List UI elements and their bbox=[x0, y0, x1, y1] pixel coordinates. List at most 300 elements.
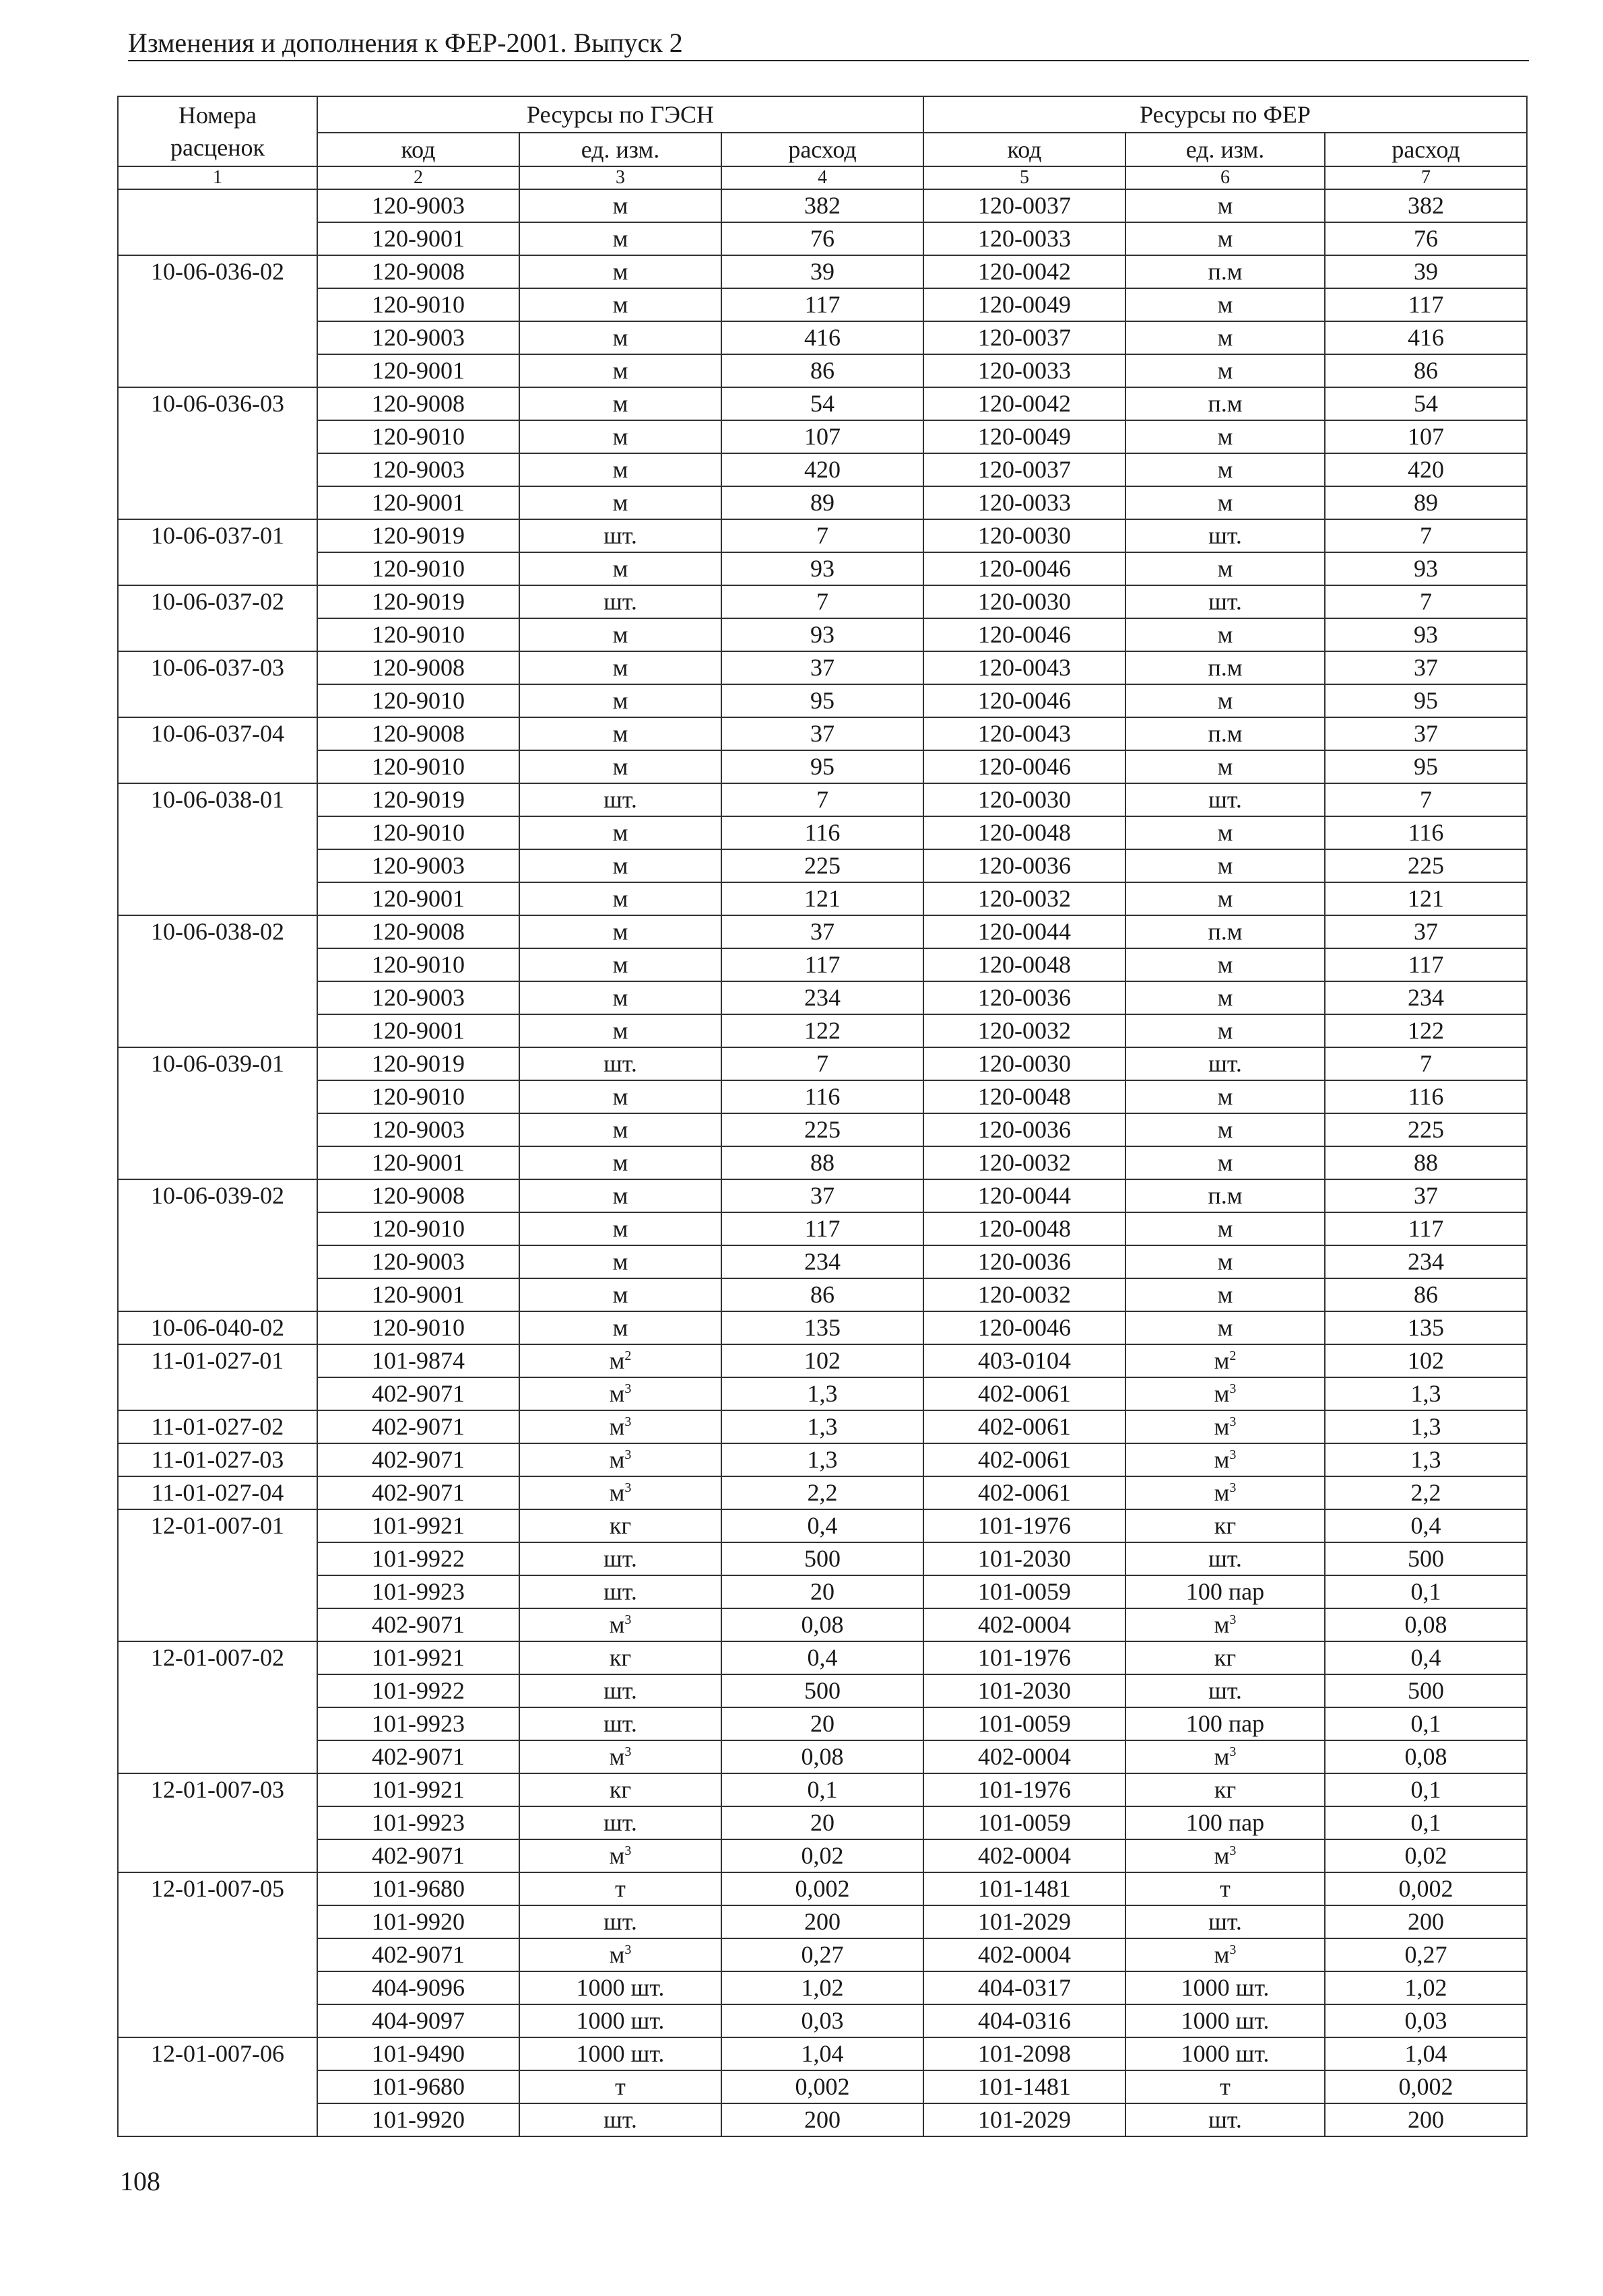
rate-number-cell bbox=[118, 651, 317, 717]
fer-code-cell: 404-0317 bbox=[923, 1971, 1125, 2004]
gesn-unit-cell: м bbox=[519, 453, 721, 486]
column-index-row bbox=[118, 166, 1527, 189]
gesn-code-cell: 101-9921 bbox=[317, 1773, 519, 1806]
table-row bbox=[118, 288, 1527, 321]
gesn-rate-cell: 0,4 bbox=[721, 1509, 923, 1542]
table-row bbox=[118, 2004, 1527, 2037]
fer-code-cell: 101-2098 bbox=[923, 2037, 1125, 2070]
gesn-code-cell: 120-9010 bbox=[317, 684, 519, 717]
fer-unit-cell: м bbox=[1125, 1080, 1325, 1113]
rate-number-cell bbox=[118, 783, 317, 915]
fer-rate-cell: 0,4 bbox=[1325, 1509, 1527, 1542]
unit-exponent: 3 bbox=[1229, 1447, 1237, 1462]
fer-unit-cell: м bbox=[1125, 1146, 1325, 1179]
gesn-unit-cell: м bbox=[519, 1212, 721, 1245]
page-number: 108 bbox=[120, 2166, 160, 2196]
gesn-unit-cell: м bbox=[519, 387, 721, 420]
table-row bbox=[118, 2037, 1527, 2070]
fer-code-cell: 120-0042 bbox=[923, 255, 1125, 288]
gesn-unit-cell: м bbox=[519, 321, 721, 354]
fer-rate-cell: 1,02 bbox=[1325, 1971, 1527, 2004]
gesn-rate-cell: 1,3 bbox=[721, 1443, 923, 1476]
table-row bbox=[118, 1740, 1527, 1773]
fer-unit-cell: 1000 шт. bbox=[1125, 2004, 1325, 2037]
gesn-unit-cell: шт. bbox=[519, 1806, 721, 1839]
rate-number-cell bbox=[118, 1872, 317, 2037]
gesn-code-cell: 101-9490 bbox=[317, 2037, 519, 2070]
gesn-unit-cell: м bbox=[519, 816, 721, 849]
rate-number: 10-06-037-04 bbox=[151, 720, 284, 747]
rate-number: 10-06-036-03 bbox=[151, 390, 284, 417]
gesn-unit-cell: шт. bbox=[519, 519, 721, 552]
gesn-code-cell: 120-9003 bbox=[317, 1113, 519, 1146]
gesn-code-cell: 120-9010 bbox=[317, 750, 519, 783]
fer-rate-cell: 86 bbox=[1325, 354, 1527, 387]
gesn-unit-cell: м bbox=[519, 420, 721, 453]
gesn-rate-cell: 0,27 bbox=[721, 1938, 923, 1971]
gesn-rate-cell: 102 bbox=[721, 1344, 923, 1377]
unit-exponent: 3 bbox=[624, 1414, 632, 1429]
fer-unit-cell: м bbox=[1125, 1278, 1325, 1311]
table-row bbox=[118, 849, 1527, 882]
column-index: 5 bbox=[923, 166, 1125, 189]
table-row bbox=[118, 1311, 1527, 1344]
gesn-unit-cell: $м^3$ bbox=[519, 1476, 721, 1509]
fer-rate-cell: 95 bbox=[1325, 750, 1527, 783]
gesn-code-cell: 120-9008 bbox=[317, 387, 519, 420]
gesn-rate-cell: 1,3 bbox=[721, 1377, 923, 1410]
column-index: 6 bbox=[1125, 166, 1325, 189]
table-row bbox=[118, 1080, 1527, 1113]
table-row bbox=[118, 651, 1527, 684]
table-row bbox=[118, 915, 1527, 948]
fer-unit-cell: кг bbox=[1125, 1773, 1325, 1806]
gesn-code-cell: 120-9010 bbox=[317, 816, 519, 849]
fer-code-cell: 101-1976 bbox=[923, 1641, 1125, 1674]
fer-unit-cell: $м^3$ bbox=[1125, 1443, 1325, 1476]
gesn-rate-cell: 37 bbox=[721, 651, 923, 684]
gesn-unit-cell: $м^2$ bbox=[519, 1344, 721, 1377]
fer-unit-cell: м bbox=[1125, 849, 1325, 882]
gesn-unit-cell: м bbox=[519, 684, 721, 717]
fer-unit-cell: шт. bbox=[1125, 1905, 1325, 1938]
fer-code-cell: 120-0030 bbox=[923, 783, 1125, 816]
gesn-code-cell: 402-9071 bbox=[317, 1443, 519, 1476]
fer-unit-cell: шт. bbox=[1125, 1047, 1325, 1080]
fer-code-cell: 403-0104 bbox=[923, 1344, 1125, 1377]
gesn-unit-cell: т bbox=[519, 2070, 721, 2103]
rate-number-cell bbox=[118, 915, 317, 1047]
gesn-rate-cell: 117 bbox=[721, 948, 923, 981]
fer-unit-cell: м bbox=[1125, 684, 1325, 717]
gesn-rate-cell: 7 bbox=[721, 1047, 923, 1080]
fer-code-cell: 120-0043 bbox=[923, 651, 1125, 684]
rate-number-cell bbox=[118, 1476, 317, 1509]
gesn-code-cell: 101-9920 bbox=[317, 2103, 519, 2136]
resources-table bbox=[117, 96, 1528, 2137]
table-row bbox=[118, 1476, 1527, 1509]
gesn-code-cell: 402-9071 bbox=[317, 1938, 519, 1971]
gesn-unit-cell: м bbox=[519, 981, 721, 1014]
gesn-rate-cell: 116 bbox=[721, 1080, 923, 1113]
gesn-rate-cell: 1,3 bbox=[721, 1410, 923, 1443]
table-row bbox=[118, 2070, 1527, 2103]
gesn-code-cell: 101-9922 bbox=[317, 1542, 519, 1575]
rate-number: 12-01-007-06 bbox=[151, 2040, 284, 2067]
gesn-unit-cell: м bbox=[519, 1014, 721, 1047]
fer-code-cell: 120-0046 bbox=[923, 552, 1125, 585]
gesn-code-cell: 120-9003 bbox=[317, 849, 519, 882]
fer-rate-cell: 1,3 bbox=[1325, 1443, 1527, 1476]
unit-exponent: 3 bbox=[624, 1942, 632, 1957]
fer-unit-cell: $м^3$ bbox=[1125, 1476, 1325, 1509]
fer-code-cell: 120-0036 bbox=[923, 849, 1125, 882]
gesn-rate-cell: 88 bbox=[721, 1146, 923, 1179]
table-row bbox=[118, 1245, 1527, 1278]
gesn-unit-cell: м bbox=[519, 1278, 721, 1311]
unit-exponent: 3 bbox=[624, 1480, 632, 1495]
table-row bbox=[118, 1575, 1527, 1608]
gesn-rate-cell: 107 bbox=[721, 420, 923, 453]
fer-unit-cell: 100 пар bbox=[1125, 1575, 1325, 1608]
gesn-code-cell: 120-9019 bbox=[317, 519, 519, 552]
header-rule bbox=[128, 60, 1529, 61]
fer-unit-cell: м bbox=[1125, 420, 1325, 453]
table-row bbox=[118, 552, 1527, 585]
gesn-code-cell: 402-9071 bbox=[317, 1839, 519, 1872]
fer-code-cell: 120-0043 bbox=[923, 717, 1125, 750]
unit-exponent: 3 bbox=[1229, 1744, 1237, 1759]
table-row bbox=[118, 618, 1527, 651]
fer-rate-cell: 200 bbox=[1325, 2103, 1527, 2136]
rate-number-cell bbox=[118, 189, 317, 255]
gesn-unit-cell: м bbox=[519, 849, 721, 882]
fer-unit-cell: 100 пар bbox=[1125, 1806, 1325, 1839]
rate-number-cell bbox=[118, 1443, 317, 1476]
gesn-rate-cell: 7 bbox=[721, 585, 923, 618]
gesn-unit-cell: кг bbox=[519, 1773, 721, 1806]
fer-rate-cell: 93 bbox=[1325, 552, 1527, 585]
gesn-rate-cell: 95 bbox=[721, 750, 923, 783]
fer-unit-cell: м bbox=[1125, 882, 1325, 915]
gesn-code-cell: 120-9003 bbox=[317, 321, 519, 354]
fer-rate-cell: 88 bbox=[1325, 1146, 1527, 1179]
gesn-code-cell: 120-9003 bbox=[317, 1245, 519, 1278]
gesn-unit-cell: м bbox=[519, 1113, 721, 1146]
rate-number: 12-01-007-01 bbox=[151, 1512, 284, 1539]
fer-rate-cell: 37 bbox=[1325, 915, 1527, 948]
gesn-unit-cell: $м^3$ bbox=[519, 1443, 721, 1476]
fer-rate-cell: 0,1 bbox=[1325, 1575, 1527, 1608]
fer-rate-cell: 1,04 bbox=[1325, 2037, 1527, 2070]
fer-unit-cell: шт. bbox=[1125, 585, 1325, 618]
gesn-code-cell: 120-9008 bbox=[317, 1179, 519, 1212]
fer-rate-cell: 95 bbox=[1325, 684, 1527, 717]
fer-code-cell: 101-2030 bbox=[923, 1542, 1125, 1575]
table-row bbox=[118, 948, 1527, 981]
fer-code-cell: 120-0032 bbox=[923, 882, 1125, 915]
gesn-code-cell: 101-9922 bbox=[317, 1674, 519, 1707]
gesn-unit-header: ед. изм. bbox=[519, 133, 721, 166]
gesn-unit-cell: шт. bbox=[519, 585, 721, 618]
gesn-code-cell: 402-9071 bbox=[317, 1410, 519, 1443]
fer-unit-cell: шт. bbox=[1125, 1674, 1325, 1707]
gesn-rate-cell: 37 bbox=[721, 717, 923, 750]
gesn-unit-cell: м bbox=[519, 255, 721, 288]
fer-code-cell: 101-0059 bbox=[923, 1707, 1125, 1740]
fer-unit-cell: м bbox=[1125, 222, 1325, 255]
gesn-code-cell: 120-9001 bbox=[317, 882, 519, 915]
fer-code-cell: 402-0061 bbox=[923, 1476, 1125, 1509]
table-row bbox=[118, 1509, 1527, 1542]
rate-number: 12-01-007-03 bbox=[151, 1776, 284, 1803]
unit-exponent: 2 bbox=[1229, 1348, 1237, 1363]
fer-rate-cell: 117 bbox=[1325, 288, 1527, 321]
gesn-rate-cell: 116 bbox=[721, 816, 923, 849]
fer-unit-cell: м bbox=[1125, 189, 1325, 222]
gesn-code-header: код bbox=[317, 133, 519, 166]
column-index: 3 bbox=[519, 166, 721, 189]
gesn-unit-cell: $м^3$ bbox=[519, 1740, 721, 1773]
table-row bbox=[118, 1806, 1527, 1839]
gesn-rate-cell: 86 bbox=[721, 1278, 923, 1311]
unit-exponent: 3 bbox=[1229, 1843, 1237, 1858]
fer-unit-cell: п.м bbox=[1125, 915, 1325, 948]
fer-rate-cell: 225 bbox=[1325, 1113, 1527, 1146]
rate-number: 10-06-039-02 bbox=[151, 1182, 284, 1209]
gesn-code-cell: 101-9680 bbox=[317, 2070, 519, 2103]
fer-code-cell: 120-0030 bbox=[923, 585, 1125, 618]
rate-number: 10-06-037-02 bbox=[151, 588, 284, 615]
fer-code-cell: 402-0061 bbox=[923, 1410, 1125, 1443]
rate-number: 10-06-040-02 bbox=[151, 1314, 284, 1341]
rate-number: 10-06-037-03 bbox=[151, 654, 284, 681]
fer-rate-cell: 416 bbox=[1325, 321, 1527, 354]
rate-number-cell bbox=[118, 387, 317, 519]
fer-code-cell: 402-0061 bbox=[923, 1377, 1125, 1410]
column-index: 7 bbox=[1325, 166, 1527, 189]
gesn-code-cell: 120-9001 bbox=[317, 486, 519, 519]
fer-unit-cell: м bbox=[1125, 816, 1325, 849]
gesn-unit-cell: $м^3$ bbox=[519, 1410, 721, 1443]
gesn-rate-cell: 0,02 bbox=[721, 1839, 923, 1872]
fer-rate-cell: 420 bbox=[1325, 453, 1527, 486]
gesn-rate-cell: 20 bbox=[721, 1707, 923, 1740]
rate-number: 11-01-027-01 bbox=[151, 1347, 284, 1374]
table-row bbox=[118, 1014, 1527, 1047]
fer-rate-cell: 500 bbox=[1325, 1674, 1527, 1707]
table-row bbox=[118, 1344, 1527, 1377]
fer-rate-cell: 37 bbox=[1325, 651, 1527, 684]
gesn-code-cell: 101-9923 bbox=[317, 1575, 519, 1608]
fer-code-cell: 120-0049 bbox=[923, 288, 1125, 321]
fer-rate-cell: 0,03 bbox=[1325, 2004, 1527, 2037]
rate-number-cell bbox=[118, 1047, 317, 1179]
table-row bbox=[118, 519, 1527, 552]
gesn-rate-cell: 0,08 bbox=[721, 1740, 923, 1773]
gesn-unit-cell: кг bbox=[519, 1641, 721, 1674]
gesn-unit-cell: м bbox=[519, 618, 721, 651]
fer-code-cell: 120-0036 bbox=[923, 1113, 1125, 1146]
fer-rate-cell: 0,002 bbox=[1325, 1872, 1527, 1905]
gesn-rate-cell: 234 bbox=[721, 981, 923, 1014]
fer-code-cell: 120-0033 bbox=[923, 354, 1125, 387]
rate-number-cell bbox=[118, 255, 317, 387]
gesn-rate-cell: 37 bbox=[721, 915, 923, 948]
gesn-rate-cell: 200 bbox=[721, 2103, 923, 2136]
unit-exponent: 3 bbox=[624, 1744, 632, 1759]
fer-rate-cell: 122 bbox=[1325, 1014, 1527, 1047]
rate-number: 12-01-007-02 bbox=[151, 1644, 284, 1671]
fer-rate-cell: 0,08 bbox=[1325, 1740, 1527, 1773]
gesn-code-cell: 120-9008 bbox=[317, 255, 519, 288]
gesn-code-cell: 120-9003 bbox=[317, 981, 519, 1014]
gesn-rate-cell: 420 bbox=[721, 453, 923, 486]
rate-number: 10-06-038-01 bbox=[151, 786, 284, 813]
rate-number: 12-01-007-05 bbox=[151, 1875, 284, 1902]
fer-unit-cell: м bbox=[1125, 486, 1325, 519]
table-row bbox=[118, 1905, 1527, 1938]
unit-exponent: 3 bbox=[1229, 1612, 1237, 1627]
fer-rate-cell: 0,002 bbox=[1325, 2070, 1527, 2103]
table-row bbox=[118, 222, 1527, 255]
gesn-rate-cell: 54 bbox=[721, 387, 923, 420]
gesn-rate-cell: 0,002 bbox=[721, 1872, 923, 1905]
gesn-unit-cell: $м^3$ bbox=[519, 1608, 721, 1641]
fer-rate-cell: 200 bbox=[1325, 1905, 1527, 1938]
gesn-rate-cell: 93 bbox=[721, 552, 923, 585]
gesn-unit-cell: 1000 шт. bbox=[519, 1971, 721, 2004]
fer-rate-cell: 0,4 bbox=[1325, 1641, 1527, 1674]
fer-code-cell: 120-0037 bbox=[923, 189, 1125, 222]
fer-code-header: код bbox=[923, 133, 1125, 166]
fer-unit-cell: кг bbox=[1125, 1641, 1325, 1674]
fer-code-cell: 120-0049 bbox=[923, 420, 1125, 453]
table-row bbox=[118, 189, 1527, 222]
gesn-code-cell: 120-9008 bbox=[317, 651, 519, 684]
gesn-unit-cell: м bbox=[519, 189, 721, 222]
fer-code-cell: 120-0046 bbox=[923, 684, 1125, 717]
fer-rate-cell: 121 bbox=[1325, 882, 1527, 915]
fer-unit-cell: $м^2$ bbox=[1125, 1344, 1325, 1377]
fer-rate-cell: 135 bbox=[1325, 1311, 1527, 1344]
gesn-code-cell: 402-9071 bbox=[317, 1608, 519, 1641]
fer-code-cell: 402-0004 bbox=[923, 1608, 1125, 1641]
gesn-rate-cell: 20 bbox=[721, 1806, 923, 1839]
fer-rate-cell: 39 bbox=[1325, 255, 1527, 288]
gesn-rate-header: расход bbox=[721, 133, 923, 166]
group-fer-header: Ресурсы по ФЕР bbox=[923, 96, 1527, 133]
gesn-rate-cell: 76 bbox=[721, 222, 923, 255]
gesn-unit-cell: м bbox=[519, 1311, 721, 1344]
rate-number-cell bbox=[118, 717, 317, 783]
fer-rate-header: расход bbox=[1325, 133, 1527, 166]
fer-unit-cell: 1000 шт. bbox=[1125, 2037, 1325, 2070]
fer-rate-cell: 89 bbox=[1325, 486, 1527, 519]
table-row bbox=[118, 1872, 1527, 1905]
fer-unit-cell: м bbox=[1125, 1014, 1325, 1047]
gesn-rate-cell: 0,002 bbox=[721, 2070, 923, 2103]
gesn-rate-cell: 225 bbox=[721, 849, 923, 882]
fer-code-cell: 120-0032 bbox=[923, 1146, 1125, 1179]
fer-rate-cell: 234 bbox=[1325, 981, 1527, 1014]
gesn-unit-cell: 1000 шт. bbox=[519, 2004, 721, 2037]
rate-number: 10-06-038-02 bbox=[151, 918, 284, 945]
fer-unit-cell: м bbox=[1125, 1311, 1325, 1344]
table-row bbox=[118, 420, 1527, 453]
gesn-unit-cell: м bbox=[519, 288, 721, 321]
fer-unit-cell: м bbox=[1125, 618, 1325, 651]
table-row bbox=[118, 816, 1527, 849]
fer-unit-cell: м bbox=[1125, 552, 1325, 585]
table-row bbox=[118, 321, 1527, 354]
unit-exponent: 3 bbox=[1229, 1414, 1237, 1429]
fer-code-cell: 120-0032 bbox=[923, 1014, 1125, 1047]
rate-number-cell bbox=[118, 1641, 317, 1773]
column-index: 2 bbox=[317, 166, 519, 189]
unit-exponent: 3 bbox=[624, 1381, 632, 1396]
fer-rate-cell: 116 bbox=[1325, 816, 1527, 849]
gesn-unit-cell: м bbox=[519, 948, 721, 981]
fer-rate-cell: 1,3 bbox=[1325, 1377, 1527, 1410]
gesn-code-cell: 101-9680 bbox=[317, 1872, 519, 1905]
fer-rate-cell: 76 bbox=[1325, 222, 1527, 255]
fer-unit-cell: $м^3$ bbox=[1125, 1410, 1325, 1443]
gesn-unit-cell: $м^3$ bbox=[519, 1938, 721, 1971]
fer-unit-cell: м bbox=[1125, 1245, 1325, 1278]
fer-unit-cell: $м^3$ bbox=[1125, 1740, 1325, 1773]
gesn-unit-cell: шт. bbox=[519, 1047, 721, 1080]
fer-unit-cell: шт. bbox=[1125, 2103, 1325, 2136]
gesn-rate-cell: 95 bbox=[721, 684, 923, 717]
unit-exponent: 3 bbox=[1229, 1480, 1237, 1495]
rate-number: 11-01-027-04 bbox=[151, 1479, 284, 1506]
fer-code-cell: 101-2029 bbox=[923, 1905, 1125, 1938]
gesn-code-cell: 120-9001 bbox=[317, 354, 519, 387]
table-row bbox=[118, 1938, 1527, 1971]
gesn-rate-cell: 234 bbox=[721, 1245, 923, 1278]
gesn-unit-cell: $м^3$ bbox=[519, 1377, 721, 1410]
gesn-code-cell: 120-9010 bbox=[317, 1080, 519, 1113]
fer-unit-cell: м bbox=[1125, 321, 1325, 354]
gesn-unit-cell: м bbox=[519, 1146, 721, 1179]
gesn-rate-cell: 121 bbox=[721, 882, 923, 915]
gesn-unit-cell: кг bbox=[519, 1509, 721, 1542]
unit-exponent: 2 bbox=[624, 1348, 632, 1363]
table-row bbox=[118, 354, 1527, 387]
fer-unit-cell: м bbox=[1125, 1113, 1325, 1146]
table-row bbox=[118, 1971, 1527, 2004]
fer-code-cell: 120-0046 bbox=[923, 618, 1125, 651]
fer-rate-cell: 37 bbox=[1325, 717, 1527, 750]
gesn-code-cell: 120-9001 bbox=[317, 222, 519, 255]
gesn-unit-cell: м bbox=[519, 222, 721, 255]
fer-unit-cell: т bbox=[1125, 1872, 1325, 1905]
table-row bbox=[118, 783, 1527, 816]
gesn-unit-cell: м bbox=[519, 1080, 721, 1113]
gesn-unit-cell: м bbox=[519, 651, 721, 684]
fer-rate-cell: 102 bbox=[1325, 1344, 1527, 1377]
gesn-rate-cell: 122 bbox=[721, 1014, 923, 1047]
table-body bbox=[118, 189, 1527, 2136]
fer-rate-cell: 7 bbox=[1325, 519, 1527, 552]
fer-rate-cell: 0,1 bbox=[1325, 1806, 1527, 1839]
fer-rate-cell: 117 bbox=[1325, 948, 1527, 981]
fer-code-cell: 120-0037 bbox=[923, 321, 1125, 354]
table-row bbox=[118, 486, 1527, 519]
col-number-header-label: Номера расценок bbox=[170, 102, 265, 161]
table-row bbox=[118, 387, 1527, 420]
